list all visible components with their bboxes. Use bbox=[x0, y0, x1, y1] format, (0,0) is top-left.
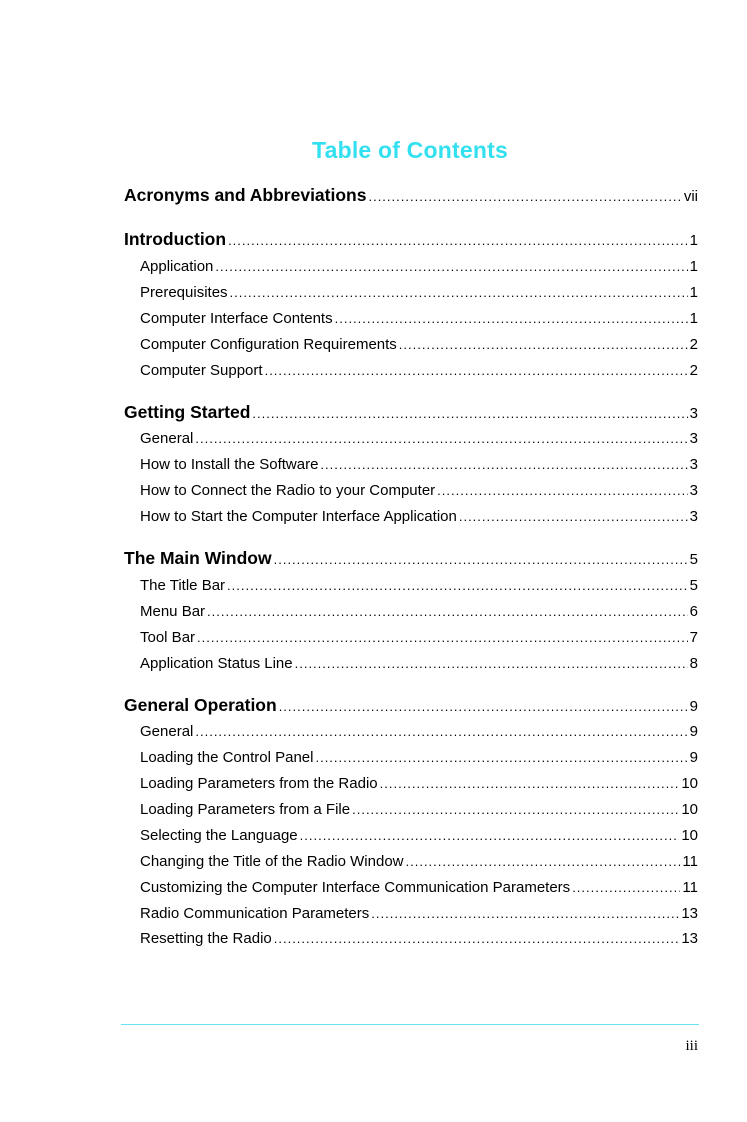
toc-entry-page: 10 bbox=[681, 801, 698, 818]
toc-entry-title: The Title Bar bbox=[140, 577, 226, 594]
toc-entry-page: 1 bbox=[689, 232, 698, 249]
dot-leader bbox=[207, 604, 688, 619]
toc-entry-interface-contents[interactable] bbox=[140, 310, 698, 327]
footer-rule bbox=[121, 1024, 699, 1025]
dot-leader bbox=[215, 259, 687, 274]
toc-entry-page: 3 bbox=[689, 456, 698, 473]
toc-entry-page: 3 bbox=[689, 430, 698, 447]
toc-entry-page: 1 bbox=[689, 284, 698, 301]
toc-entry-resetting-radio[interactable] bbox=[140, 930, 698, 947]
toc-entry-page: 11 bbox=[682, 879, 698, 896]
toc-entry-page: 9 bbox=[689, 698, 698, 715]
toc-entry-title: How to Connect the Radio to your Computer bbox=[140, 482, 436, 499]
toc-entry-general[interactable] bbox=[140, 430, 698, 447]
toc-entry-page: 3 bbox=[689, 482, 698, 499]
dot-leader bbox=[437, 483, 688, 498]
toc-entry-page: 6 bbox=[689, 603, 698, 620]
toc-entry-page: 10 bbox=[681, 775, 698, 792]
toc-entry-title: Loading Parameters from a File bbox=[140, 801, 351, 818]
toc-entry-configuration-requirements[interactable] bbox=[140, 336, 698, 353]
dot-leader bbox=[197, 630, 688, 645]
dot-leader bbox=[295, 656, 688, 671]
toc-entry-status-line[interactable] bbox=[140, 655, 698, 672]
dot-leader bbox=[572, 880, 680, 895]
toc-entry-window-title[interactable] bbox=[140, 853, 698, 870]
dot-leader bbox=[252, 406, 687, 421]
dot-leader bbox=[371, 906, 679, 921]
page-number: iii bbox=[685, 1038, 698, 1054]
toc-entry-page: 9 bbox=[689, 749, 698, 766]
dot-leader bbox=[265, 363, 688, 378]
toc-entry-params-radio[interactable] bbox=[140, 775, 698, 792]
toc-entry-title-bar[interactable] bbox=[140, 577, 698, 594]
toc-entry-title: Loading Parameters from the Radio bbox=[140, 775, 378, 792]
toc-entry-general-operation[interactable] bbox=[124, 695, 698, 716]
toc-entry-title: Customizing the Computer Interface Communication Parameters bbox=[140, 879, 571, 896]
toc-entry-title: Prerequisites bbox=[140, 284, 228, 301]
toc-entry-title: Acronyms and Abbreviations bbox=[124, 185, 367, 205]
toc-entry-page: 3 bbox=[689, 508, 698, 525]
toc-entry-title: General Operation bbox=[124, 695, 277, 715]
toc-entry-page: 11 bbox=[682, 853, 698, 870]
dot-leader bbox=[320, 457, 687, 472]
toc-entry-acronyms[interactable] bbox=[124, 185, 698, 206]
toc-entry-page: 5 bbox=[689, 577, 698, 594]
toc-entry-page: 3 bbox=[689, 405, 698, 422]
toc-entry-title: Loading the Control Panel bbox=[140, 749, 314, 766]
toc-entry-title: Computer Interface Contents bbox=[140, 310, 333, 327]
dot-leader bbox=[228, 233, 688, 248]
toc-entry-params-file[interactable] bbox=[140, 801, 698, 818]
dot-leader bbox=[406, 854, 681, 869]
toc-entry-page: 2 bbox=[689, 336, 698, 353]
toc-entry-title: Introduction bbox=[124, 229, 227, 249]
toc-entry-title: Tool Bar bbox=[140, 629, 196, 646]
dot-leader bbox=[352, 802, 679, 817]
toc-entry-install-software[interactable] bbox=[140, 456, 698, 473]
toc-entry-page: vii bbox=[683, 188, 698, 205]
toc-entry-getting-started[interactable] bbox=[124, 402, 698, 423]
toc-entry-title: Menu Bar bbox=[140, 603, 206, 620]
toc-entry-page: 9 bbox=[689, 723, 698, 740]
toc-entry-title: Radio Communication Parameters bbox=[140, 905, 370, 922]
dot-leader bbox=[459, 509, 688, 524]
dot-leader bbox=[195, 431, 687, 446]
toc-entry-tool-bar[interactable] bbox=[140, 629, 698, 646]
toc-entry-page: 8 bbox=[689, 655, 698, 672]
toc-entry-radio-comm-params[interactable] bbox=[140, 905, 698, 922]
toc-entry-title: The Main Window bbox=[124, 548, 272, 568]
toc-entry-title: Changing the Title of the Radio Window bbox=[140, 853, 404, 870]
dot-leader bbox=[399, 337, 688, 352]
toc-entry-start-application[interactable] bbox=[140, 508, 698, 525]
toc-entry-title: Application Status Line bbox=[140, 655, 293, 672]
toc-entry-main-window[interactable] bbox=[124, 548, 698, 569]
dot-leader bbox=[300, 828, 680, 843]
toc-entry-title: General bbox=[140, 723, 194, 740]
dot-leader bbox=[315, 750, 687, 765]
toc-entry-general-2[interactable] bbox=[140, 723, 698, 740]
toc-entry-page: 10 bbox=[681, 827, 698, 844]
dot-leader bbox=[279, 699, 688, 714]
dot-leader bbox=[380, 776, 680, 791]
dot-leader bbox=[227, 578, 688, 593]
toc-entry-title: General bbox=[140, 430, 194, 447]
toc-entry-connect-radio[interactable] bbox=[140, 482, 698, 499]
toc-entry-prerequisites[interactable] bbox=[140, 284, 698, 301]
toc-entry-application[interactable] bbox=[140, 258, 698, 275]
toc-entry-title: Computer Support bbox=[140, 362, 263, 379]
dot-leader bbox=[274, 552, 688, 567]
toc-entry-title: Getting Started bbox=[124, 402, 251, 422]
toc-entry-page: 1 bbox=[689, 258, 698, 275]
toc-entry-title: Resetting the Radio bbox=[140, 930, 272, 947]
toc-entry-page: 5 bbox=[689, 551, 698, 568]
dot-leader bbox=[195, 724, 687, 739]
toc-entry-computer-support[interactable] bbox=[140, 362, 698, 379]
toc-entry-title: Selecting the Language bbox=[140, 827, 298, 844]
toc-entry-page: 13 bbox=[681, 930, 698, 947]
toc-entry-introduction[interactable] bbox=[124, 229, 698, 250]
toc-entry-page: 1 bbox=[689, 310, 698, 327]
toc-entry-page: 7 bbox=[689, 629, 698, 646]
toc-entry-language[interactable] bbox=[140, 827, 698, 844]
dot-leader bbox=[368, 189, 681, 204]
toc-entry-title: Computer Configuration Requirements bbox=[140, 336, 397, 353]
toc-entry-page: 13 bbox=[681, 905, 698, 922]
toc-entry-title: Application bbox=[140, 258, 214, 275]
dot-leader bbox=[274, 931, 680, 946]
toc-entry-control-panel[interactable] bbox=[140, 749, 698, 766]
toc-entry-menu-bar[interactable] bbox=[140, 603, 698, 620]
dot-leader bbox=[230, 285, 688, 300]
toc-entry-title: How to Start the Computer Interface Application bbox=[140, 508, 457, 525]
page-title: Table of Contents bbox=[312, 137, 508, 163]
toc-entry-comm-params-custom[interactable] bbox=[140, 879, 698, 896]
toc-entry-title: How to Install the Software bbox=[140, 456, 319, 473]
dot-leader bbox=[335, 311, 688, 326]
toc-entry-page: 2 bbox=[689, 362, 698, 379]
